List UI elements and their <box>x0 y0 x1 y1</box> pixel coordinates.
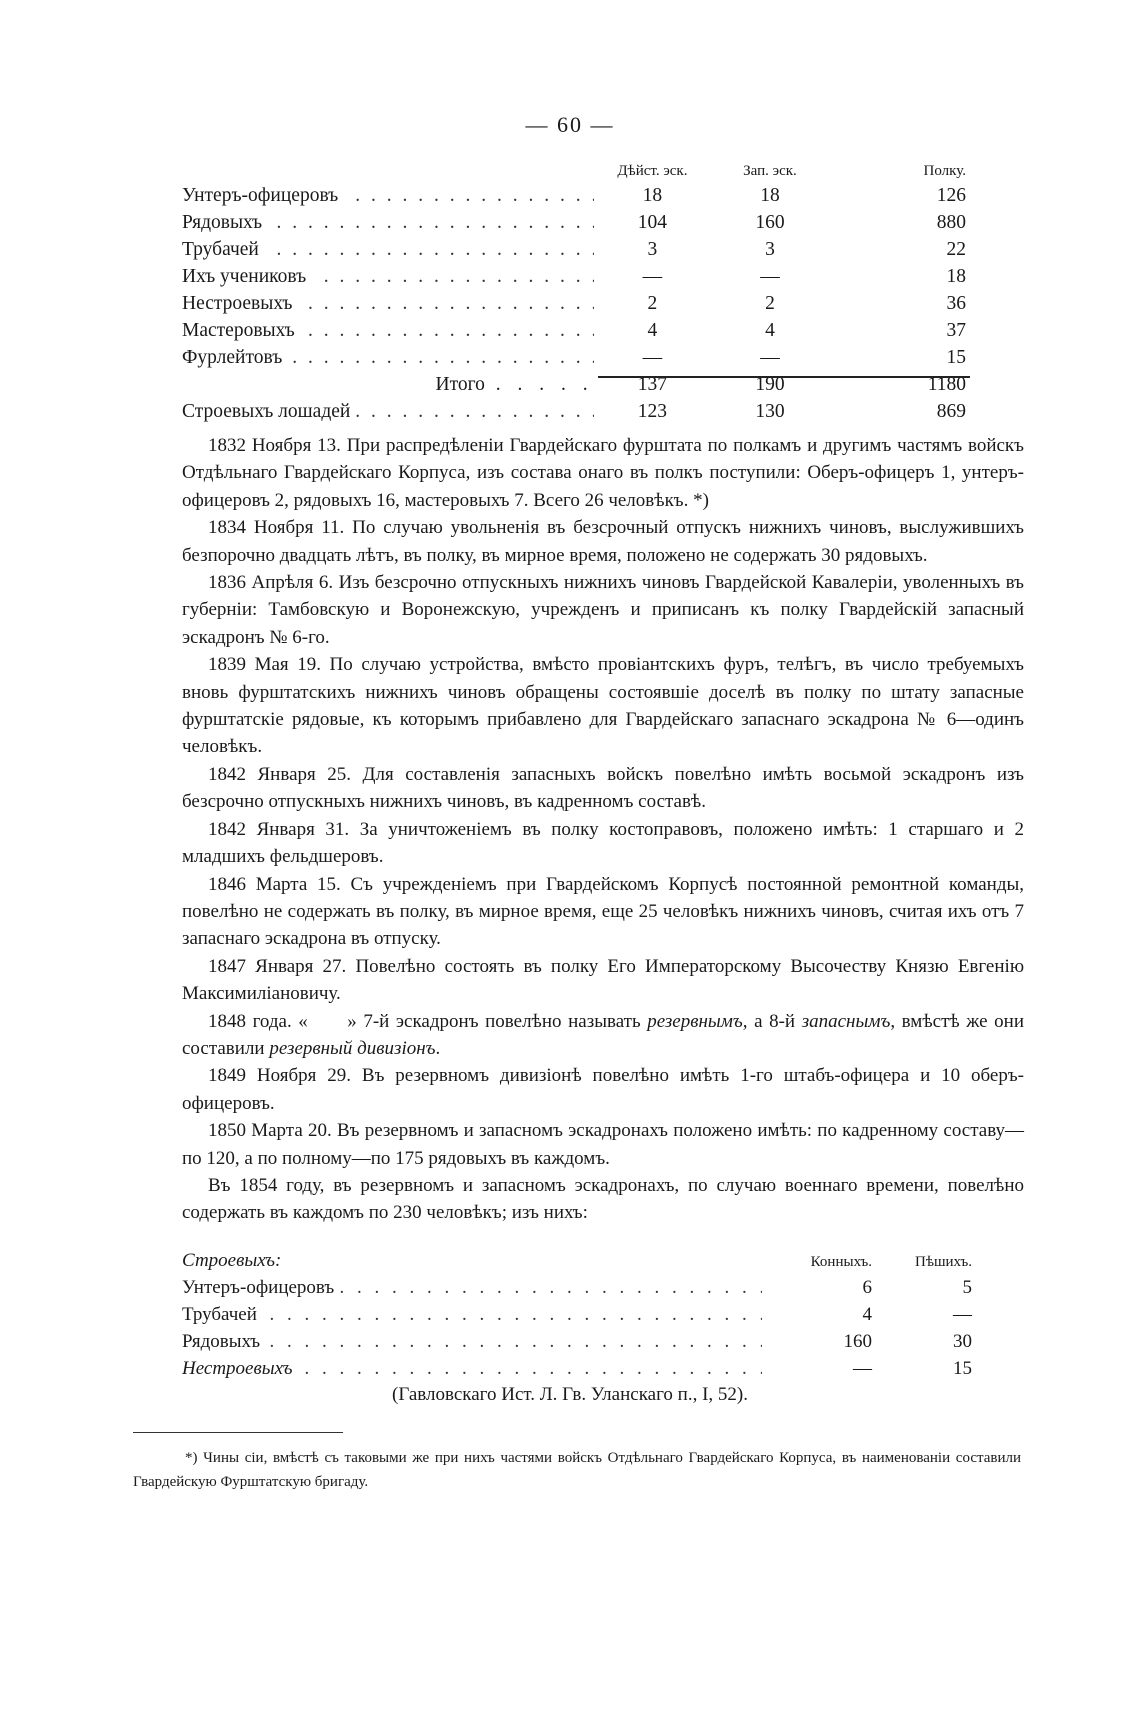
cell-foot: 15 <box>953 1358 972 1379</box>
paragraph-text: Въ резервномъ и запасномъ эскадронахъ положено имѣть: по кадренному составу—по 120, а по полному—по 175 рядовыхъ въ каждомъ. <box>182 1120 1025 1169</box>
cell-regiment: 37 <box>946 320 966 341</box>
paragraph <box>182 432 1024 514</box>
cell-regiment: 18 <box>946 266 966 287</box>
footnote <box>133 1446 1021 1494</box>
paragraph-date: 1846 Марта 15. <box>208 873 341 895</box>
header-active-squadron: Дѣйст. эск. <box>617 163 688 179</box>
cell-mounted: 160 <box>843 1331 872 1352</box>
cell-reserve: 160 <box>755 212 785 233</box>
horses-row <box>182 401 972 428</box>
paragraph-text: За уничтоженіемъ въ полку костоправовъ, положено имѣть: 1 старшаго и 2 младшихъ фельдшеровъ. <box>182 818 1024 868</box>
italic-term: запаснымъ <box>801 1010 891 1032</box>
table-row <box>182 266 972 293</box>
paragraph-text: Изъ безсрочно отпускныхъ нижнихъ чиновъ Гвардейской Кавалеріи, уволенныхъ въ губерніи: Тамбовскую и Воронежскую, учрежденъ и приписанъ къ полку Гвардейскій запасный эскадронъ № 6-го. <box>182 572 1025 648</box>
cell-active: 18 <box>642 185 663 206</box>
cell-mounted: — <box>853 1358 872 1379</box>
cell-regiment: 880 <box>936 212 966 233</box>
cell-reserve: 2 <box>765 293 775 314</box>
cell-reserve: 3 <box>765 239 775 260</box>
row-label: Трубачей <box>182 239 265 260</box>
paragraph-date: 1832 Ноября 13. <box>208 435 341 456</box>
row-label: Трубачей <box>182 1304 263 1325</box>
cell-regiment: 126 <box>936 185 966 206</box>
paragraph-text: При распредѣленіи Гвардейскаго фурштата по полкамъ и другимъ частямъ войскъ Отдѣльнаго Гвардейскаго Корпуса, изъ состава онаго въ полкъ поступили: Оберъ-офицеръ 1, унтеръ-офицеровъ 2, рядовыхъ 16, мастеровыхъ 7. Всего 26 человѣкъ. *) <box>182 435 1024 511</box>
row-label: Унтеръ-офицеровъ <box>182 1277 340 1298</box>
row-label: Фурлейтовъ <box>182 347 288 368</box>
wartime-table-header <box>182 1250 982 1277</box>
italic-term: резервнымъ <box>647 1010 743 1032</box>
cell-active: 3 <box>647 239 658 260</box>
total-label: Итого <box>435 374 485 395</box>
row-label: Строевыхъ лошадей <box>182 401 356 422</box>
cell-reserve: 18 <box>760 185 780 206</box>
total-row: Итого . . . . . 137 190 1180 <box>182 374 972 401</box>
row-label: Рядовыхъ <box>182 1331 266 1352</box>
paragraph-date: 1847 Января 27. <box>208 955 347 977</box>
paragraph-date: 1834 Ноября 11. <box>208 517 345 539</box>
header-mounted: Конныхъ. <box>810 1254 872 1270</box>
cell-reserve: 130 <box>755 401 785 422</box>
paragraph <box>182 1062 1024 1117</box>
paragraph: 1848 года. « » 7-й эскадронъ повелѣно называть резервнымъ, а 8-й запаснымъ, вмѣстѣ же они составили резервный дивизіонъ. <box>182 1010 1024 1059</box>
table-row <box>182 293 972 320</box>
cell-active: — <box>642 347 663 368</box>
row-label: Мастеровыхъ <box>182 320 301 341</box>
wartime-table <box>182 1250 982 1385</box>
table-row <box>182 320 972 347</box>
cell-active: 2 <box>647 293 658 314</box>
header-foot: Пѣшихъ. <box>915 1254 972 1270</box>
paragraph-date: 1850 Марта 20. <box>208 1120 332 1142</box>
cell-regiment: 36 <box>946 293 966 314</box>
table-row <box>182 185 972 212</box>
table-row <box>182 239 972 266</box>
row-label: Унтеръ-офицеровъ <box>182 185 344 206</box>
paragraph-text: Въ резервномъ дивизіонѣ повелѣно имѣть 1-го штабъ-офицера и 10 оберъ-офицеровъ. <box>182 1065 1025 1114</box>
total-active: 137 <box>637 374 668 395</box>
cell-active: 123 <box>637 401 668 422</box>
paragraph-date: 1848 года. <box>208 1010 292 1032</box>
table-row <box>182 347 972 374</box>
paragraph <box>182 1172 1024 1227</box>
paragraph-text: Въ 1854 году, въ резервномъ и запасномъ эскадронахъ, по случаю военнаго времени, повелѣно содержать въ каждомъ по 230 человѣкъ; изъ нихъ: <box>182 1174 1024 1224</box>
header-regiment: Полку. <box>923 163 966 179</box>
footnote-text: *) Чины сіи, вмѣстѣ съ таковыми же при нихъ частями войскъ Отдѣльнаго Гвардейскаго Корпуса, въ наименованіи составили Гвардейскую Фурштатскую бригаду. <box>133 1450 1021 1490</box>
header-reserve-squadron: Зап. эск. <box>743 163 797 179</box>
row-label: Рядовыхъ <box>182 212 268 233</box>
cell-mounted: 4 <box>862 1304 872 1325</box>
total-reserve: 190 <box>755 374 785 395</box>
table-row <box>182 1331 982 1358</box>
table-row <box>182 1277 982 1304</box>
cell-active: 104 <box>637 212 668 233</box>
cell-active: — <box>642 266 663 287</box>
paragraph-text: Повелѣно состоять въ полку Его Императорскому Высочеству Князю Евгенію Максимиліановичу. <box>182 955 1025 1005</box>
cell-foot: — <box>953 1304 972 1325</box>
paragraph <box>182 1117 1024 1172</box>
row-label: Нестроевыхъ <box>182 293 298 314</box>
cell-foot: 5 <box>962 1277 972 1298</box>
cell-regiment: 22 <box>946 239 966 260</box>
chronicle-body <box>182 432 1024 1227</box>
paragraph-date: 1836 Апрѣля 6. <box>208 572 334 594</box>
table-row <box>182 212 972 239</box>
cell-mounted: 6 <box>862 1277 872 1298</box>
total-regiment: 1180 <box>927 374 966 395</box>
source-citation: (Гавловскаго Ист. Л. Гв. Уланскаго п., I, 52). <box>392 1384 748 1405</box>
cell-foot: 30 <box>953 1331 972 1352</box>
paragraph <box>182 871 1024 953</box>
cell-reserve: — <box>760 266 780 287</box>
section-label: Строевыхъ: <box>182 1250 282 1271</box>
table-row <box>182 1304 982 1331</box>
paragraph <box>182 514 1024 569</box>
staff-table <box>182 163 972 428</box>
paragraph-text: Съ учрежденіемъ при Гвардейскомъ Корпусѣ постоянной ремонтной команды, повелѣно не содержать въ полку, въ мирное время, еще 25 человѣкъ нижнихъ чиновъ, считая ихъ отъ 7 запаснаго эскадрона въ отпуску. <box>182 873 1025 950</box>
italic-term: резервный дивизіонъ <box>269 1037 436 1059</box>
paragraph <box>182 651 1024 761</box>
row-label: Нестроевыхъ <box>182 1358 298 1379</box>
paragraph-date: 1839 Мая 19. <box>208 654 321 676</box>
paragraph <box>182 569 1024 651</box>
footnote-rule <box>133 1432 343 1433</box>
paragraph-date: 1842 Января 25. <box>208 763 352 785</box>
cell-reserve: 4 <box>765 320 775 341</box>
cell-regiment: 15 <box>946 347 966 368</box>
paragraph-date: 1849 Ноября 29. <box>208 1065 352 1087</box>
row-label: Ихъ учениковъ <box>182 266 312 287</box>
paragraph-text: По случаю устройства, вмѣсто провіантскихъ фуръ, телѣгъ, въ число требуемыхъ вновь фурштатскихъ нижнихъ чиновъ обращены состоявшіе доселѣ въ полку по штату запасные фурштатскіе рядовые, къ которымъ прибавлено для Гвардейскаго запаснаго эскадрона № 6—одинъ человѣкъ. <box>182 654 1024 758</box>
paragraph <box>182 761 1024 816</box>
paragraph <box>182 816 1024 871</box>
paragraph <box>182 953 1024 1008</box>
paragraph-text: По случаю увольненія въ безсрочный отпускъ нижнихъ чиновъ, выслужившихъ безпорочно двадцать лѣтъ, въ полку, въ мирное время, положено не содержать 30 рядовыхъ. <box>182 517 1024 566</box>
paragraph-text: Для составленія запасныхъ войскъ повелѣно имѣть восьмой эскадронъ изъ безсрочно отпускныхъ нижнихъ чиновъ, въ кадренномъ составѣ. <box>182 763 1025 813</box>
cell-active: 4 <box>647 320 658 341</box>
cell-regiment: 869 <box>936 401 966 422</box>
staff-table-header <box>182 163 972 185</box>
paragraph-date: 1842 Января 31. <box>208 818 350 840</box>
table-row <box>182 1358 982 1385</box>
total-rule <box>598 376 970 378</box>
page-number: — 60 — <box>525 112 615 137</box>
cell-reserve: — <box>760 347 780 368</box>
